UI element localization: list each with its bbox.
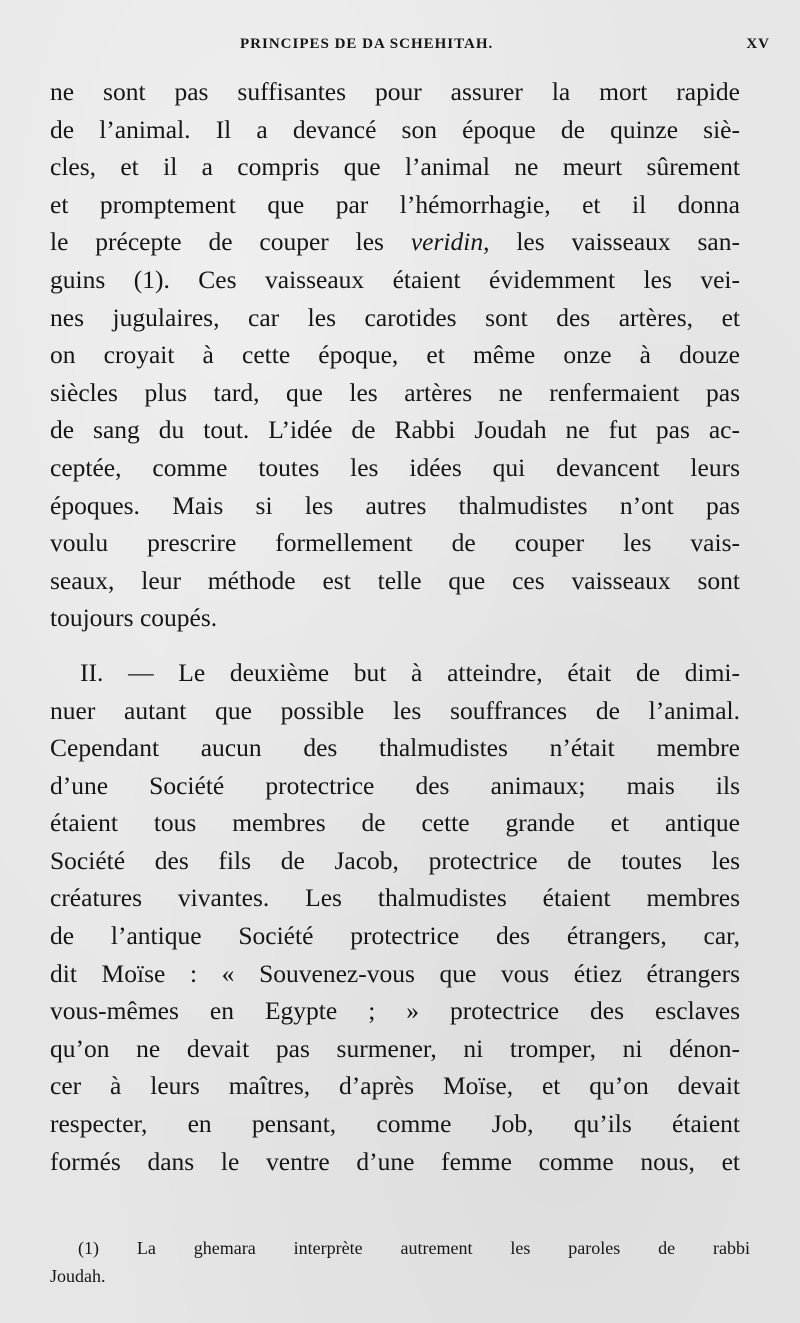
text-line: siècles plus tard, que les artères ne renfermaient pas	[50, 377, 740, 407]
text-line: ceptée, comme toutes les idées qui devancent leurs	[50, 452, 740, 482]
text-line: cles, et il a compris que l’animal ne meurt sûrement	[50, 152, 740, 182]
text-line: cer à leurs maîtres, d’après Moïse, et qu’on devait	[50, 1071, 740, 1101]
text-line: d’une Société protectrice des animaux; mais ils	[50, 770, 740, 800]
text-line: Cependant aucun des thalmudistes n’était membre	[50, 733, 740, 763]
text-line: respecter, en pensant, comme Job, qu’ils étaient	[50, 1109, 740, 1139]
body-text	[50, 73, 740, 1180]
footnote-line: Joudah.	[50, 1266, 106, 1286]
text-line: nes jugulaires, car les carotides sont des artères, et	[50, 302, 740, 332]
text-line: on croyait à cette époque, et même onze à douze	[50, 340, 740, 370]
page-number: XV	[746, 36, 770, 52]
running-head-title: PRINCIPES DE DA SCHEHITAH.	[240, 36, 494, 52]
text-line: qu’on ne devait pas surmener, ni tromper, ni dénon-	[50, 1033, 740, 1063]
paragraph-spacer	[50, 637, 740, 654]
text-line: de l’antique Société protectrice des étrangers, car,	[50, 921, 740, 951]
paragraph	[50, 73, 740, 637]
paragraph	[50, 654, 740, 1180]
text-line: formés dans le ventre d’une femme comme nous, et	[50, 1146, 740, 1176]
text-line: nuer autant que possible les souffrances de l’animal.	[50, 695, 740, 725]
text-line: de l’animal. Il a devancé son époque de quinze siè-	[50, 114, 740, 144]
text-line: de sang du tout. L’idée de Rabbi Joudah ne fut pas ac-	[50, 415, 740, 445]
text-line: II. — Le deuxième but à atteindre, était de dimi-	[80, 657, 740, 687]
footnote	[50, 1234, 750, 1290]
text-line: voulu prescrire formellement de couper les vais-	[50, 528, 740, 558]
text-line: Société des fils de Jacob, protectrice de toutes les	[50, 845, 740, 875]
text-line: époques. Mais si les autres thalmudistes n’ont pas	[50, 490, 740, 520]
running-head	[0, 36, 800, 56]
text-line: étaient tous membres de cette grande et antique	[50, 808, 740, 838]
footnote-line: (1) La ghemara interprète autrement les paroles de rabbi	[78, 1238, 750, 1258]
text-line: le précepte de couper les veridin, les vaisseaux san-	[50, 227, 740, 257]
text-line: toujours coupés.	[50, 603, 218, 633]
text-line: dit Moïse : « Souvenez-vous que vous étiez étrangers	[50, 958, 740, 988]
text-line: ne sont pas suffisantes pour assurer la mort rapide	[50, 77, 740, 106]
text-line: créatures vivantes. Les thalmudistes étaient membres	[50, 883, 740, 913]
text-line: seaux, leur méthode est telle que ces vaisseaux sont	[50, 565, 740, 595]
text-line: et promptement que par l’hémorrhagie, et il donna	[50, 189, 740, 219]
text-line: guins (1). Ces vaisseaux étaient évidemment les vei-	[50, 264, 740, 294]
text-line: vous-mêmes en Egypte ; » protectrice des esclaves	[50, 996, 740, 1026]
